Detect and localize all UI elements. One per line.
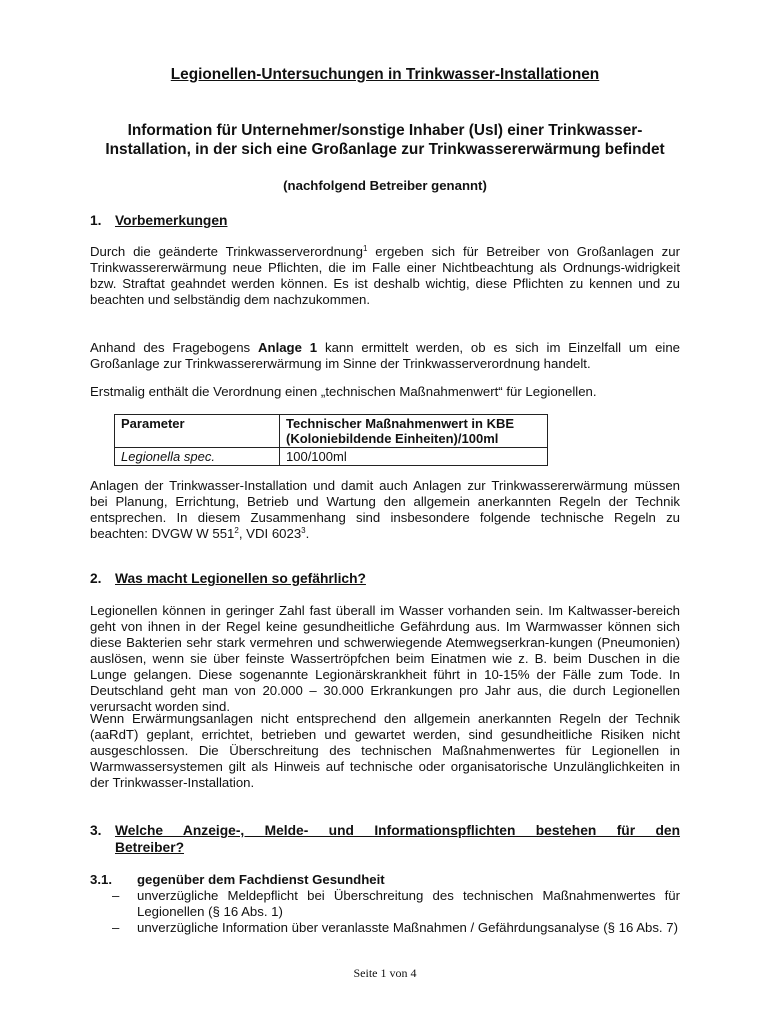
section-number: 2. <box>90 571 102 586</box>
section-2-heading <box>90 571 680 586</box>
section-number: 3. <box>90 823 102 838</box>
table-header-value-line: (Koloniebildende Einheiten)/100ml <box>286 431 499 446</box>
table-header-value-line: Technischer Maßnahmenwert in KBE <box>286 416 515 431</box>
paragraph-text: , VDI 6023 <box>238 526 302 541</box>
document-subtitle: Information für Unternehmer/sonstige Inhaber (UsI) einer Trinkwasser-Installation, in der sich eine Großanlage zur Trinkwassererwärmung befindet <box>105 122 665 158</box>
subsection-3-1-heading <box>90 872 680 888</box>
table-cell-parameter: Legionella spec. <box>115 448 280 466</box>
list-item <box>112 920 680 952</box>
section-2-paragraph-2: Wenn Erwärmungsanlagen nicht entsprechend den allgemein anerkannten Regeln der Technik (aaRdT) geplant, errichtet, betrieben und gewartet werden, sind gesundheitliche Risiken nicht ausgeschlossen. Die Überschreitung des technischen Maßnahmenwertes für Legionellen in Warmwassersystemen gilt als Hinweis auf technische oder organisatorische Unzulänglichkeiten in der Trinkwasser-Installation. <box>90 711 680 790</box>
footnote-ref: 1 <box>362 244 368 253</box>
table-header-value <box>280 415 548 448</box>
paragraph-text: Anhand des Fragebogens <box>90 340 258 355</box>
section-number: 1. <box>90 213 102 228</box>
list-dash: – <box>112 920 120 935</box>
list-item-text: unverzügliche Meldepflicht bei Überschreitung des technischen Maßnahmenwertes für Legionellen (§ 16 Abs. 1) <box>137 888 680 919</box>
section-1-paragraph-1 <box>90 244 680 308</box>
paragraph-text: kann ermittelt werden, ob es sich im Einzelfall um eine Großanlage zur Trinkwassererwärmung im Sinne der Trinkwasserverordnung handelt. <box>90 340 680 371</box>
table-header-parameter: Parameter <box>115 415 280 448</box>
section-title: Was macht Legionellen so gefährlich? <box>115 571 366 586</box>
paragraph-text: ergeben sich für Betreiber von Großanlagen zur Trinkwassererwärmung neue Pflichten, die im Falle einer Nichtbeachtung als Ordnungs-widrigkeit bzw. Straftat geahndet werden können. Es ist deshalb wichtig, diese Pflichten zu kennen und zu beachten und selbständig dem nachzukommen. <box>90 244 680 307</box>
list-item-text: unverzügliche Information über veranlasste Maßnahmen / Gefährdungsanalyse (§ 16 Abs. 7) <box>137 920 678 935</box>
page-number: Seite 1 von 4 <box>353 966 417 980</box>
list-dash: – <box>112 888 120 903</box>
paragraph-text: Durch die geänderte Trinkwasserverordnung <box>90 244 363 259</box>
subsection-number: 3.1. <box>90 872 112 887</box>
document-subtitle-note: (nachfolgend Betreiber genannt) <box>283 178 487 193</box>
document-title: Legionellen-Untersuchungen in Trinkwasser-Installationen <box>170 66 600 83</box>
table-row <box>115 448 548 466</box>
section-1-paragraph-2 <box>90 340 680 372</box>
section-1-paragraph-4 <box>90 478 680 542</box>
subsection-title: gegenüber dem Fachdienst Gesundheit <box>137 872 385 887</box>
section-title-line-2: Betreiber? <box>115 840 185 855</box>
paragraph-text: . <box>305 526 310 541</box>
section-1-paragraph-3: Erstmalig enthält die Verordnung einen „technischen Maßnahmenwert“ für Legionellen. <box>90 384 597 399</box>
table-cell-value: 100/100ml <box>280 448 548 466</box>
footnote-ref: 3 <box>301 526 306 535</box>
section-1-heading <box>90 213 680 228</box>
section-3-heading <box>90 822 680 856</box>
table-header-row <box>115 415 548 448</box>
paragraph-text: Anlagen der Trinkwasser-Installation und damit auch Anlagen zur Trinkwassererwärmung müssen bei Planung, Errichtung, Betrieb und Wartung den allgemein anerkannten Regeln der Technik entsprechen. In diesem Zusammenhang sind insbesondere folgende technische Regeln zu beachten: DVGW W 551 <box>90 478 680 541</box>
measure-value-table <box>114 414 548 466</box>
section-title-line-1: Welche Anzeige-, Melde- und Informationspflichten bestehen für den <box>115 823 680 838</box>
annex-reference: Anlage 1 <box>257 340 318 355</box>
list-item <box>112 888 680 920</box>
footnote-ref: 2 <box>234 526 239 535</box>
section-2-paragraph-1: Legionellen können in geringer Zahl fast überall im Wasser vorhanden sein. Im Kaltwasser-bereich geht von ihnen in der Regel keine gesundheitliche Gefährdung aus. Im Warmwasser können sich diese Bakterien sehr stark vermehren und schwerwiegende Atemwegserkran-kungen (Pneumonien) auslösen, wenn sie über feinste Wassertröpfchen beim Einatmen wie z. B. beim Duschen in die Lunge gelangen. Diese sogenannte Legionärskrankheit führt in 10-15% der Fälle zum Tode. In Deutschland geht man von 20.000 – 30.000 Erkrankungen pro Jahr aus, die durch Legionellen verursacht worden sind. <box>90 603 680 714</box>
section-title: Vorbemerkungen <box>115 213 228 228</box>
